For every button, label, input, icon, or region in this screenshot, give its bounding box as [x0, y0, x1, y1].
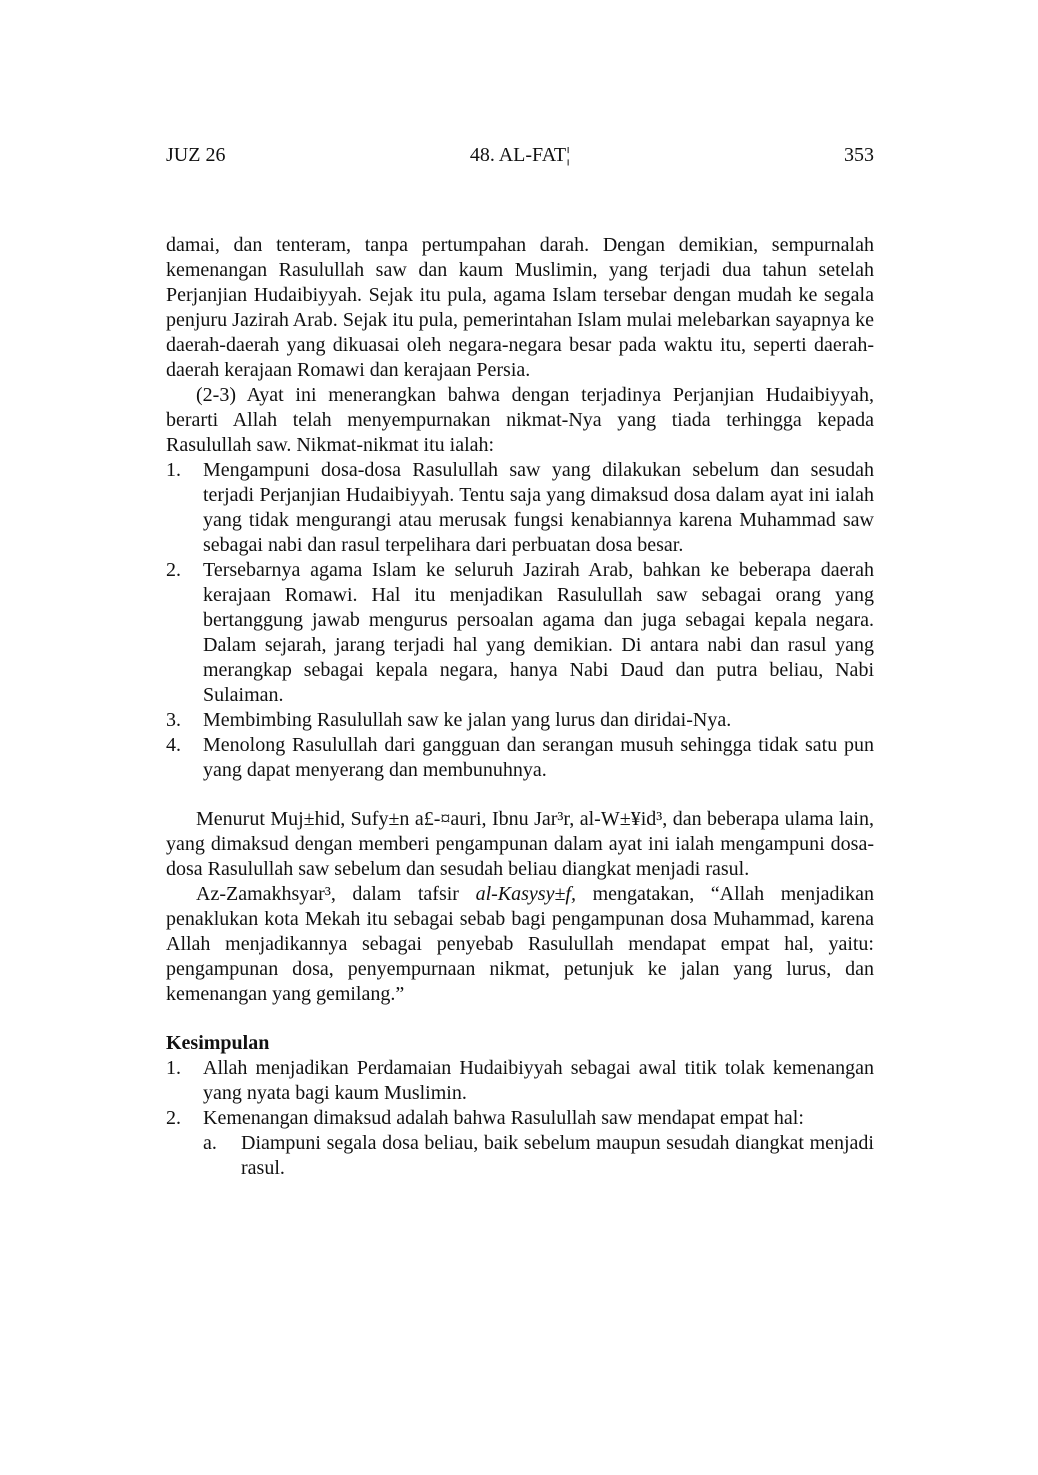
spacer	[166, 1007, 874, 1031]
list-item	[166, 1056, 874, 1106]
paragraph-mujahid: Menurut Muj±hid, Sufy±n a£-¤auri, Ibnu Jar³r, al-W±¥id³, dan beberapa ulama lain, yang dimaksud dengan memberi pengampunan dalam ayat ini ialah mengampuni dosa-dosa Rasulullah saw sebelum dan sesudah beliau diangkat menjadi rasul.	[166, 808, 874, 880]
paragraph-zamakhsyari	[166, 882, 874, 1007]
list-item	[166, 1106, 874, 1131]
list-text: Kemenangan dimaksud adalah bahwa Rasulullah saw mendapat empat hal:	[203, 1107, 804, 1129]
paragraph-intro: damai, dan tenteram, tanpa pertumpahan darah. Dengan demikian, sempurnalah kemenangan Rasulullah saw dan kaum Muslimin, yang terjadi dua tahun setelah Perjanjian Hudaibiyyah. Sejak itu pula, agama Islam tersebar dengan mudah ke segala penjuru Jazirah Arab. Sejak itu pula, pemerintahan Islam mulai melebarkan sayapnya ke daerah-daerah yang dikuasai oleh negara-negara besar pada waktu itu, seperti daerah-daerah kerajaan Romawi dan kerajaan Persia.	[166, 234, 874, 381]
page-body	[166, 233, 874, 1181]
list-text: Mengampuni dosa-dosa Rasulullah saw yang dilakukan sebelum dan sesudah terjadi Perjanjian Hudaibiyyah. Tentu saja yang dimaksud dosa dalam ayat ini ialah yang tidak mengurangi atau merusak fungsi kenabiannya karena Muhammad saw sebagai nabi dan rasul terpelihara dari perbuatan dosa besar.	[203, 459, 874, 556]
sub-list-text: Diampuni segala dosa beliau, baik sebelum maupun sesudah diangkat menjadi rasul.	[241, 1132, 874, 1179]
zamakhsyari-quote: mengatakan, “Allah menjadikan penaklukan kota Mekah itu sebagai sebab bagi pengampunan dosa Muhammad, karena Allah menjadikannya sebagai penyebab Rasulullah mendapat empat hal, yaitu: pengampunan dosa, penyempurnaan nikmat, petunjuk ke jalan yang lurus, dan kemenangan yang gemilang.”	[166, 883, 874, 1005]
sub-list-letter: a.	[203, 1132, 217, 1154]
kesimpulan-list	[166, 1056, 874, 1181]
nikmat-list	[166, 458, 874, 783]
list-item	[166, 733, 874, 783]
list-text: Tersebarnya agama Islam ke seluruh Jazirah Arab, bahkan ke beberapa daerah kerajaan Romawi. Hal itu menjadikan Rasulullah saw sebagai orang yang bertanggung jawab mengurus persoalan agama dan juga sebagai kepala negara. Dalam sejarah, jarang terjadi hal yang demikian. Di antara nabi dan rasul yang merangkap sebagai kepala negara, hanya Nabi Daud dan putra beliau, Nabi Sulaiman.	[203, 559, 874, 706]
section-heading: Kesimpulan	[166, 1032, 270, 1054]
list-item	[166, 708, 874, 733]
list-item	[166, 558, 874, 708]
paragraph-ayat: (2-3) Ayat ini menerangkan bahwa dengan terjadinya Perjanjian Hudaibiyyah, berarti Allah telah menyempurnakan nikmat-Nya yang tiada terhingga kepada Rasulullah saw. Nikmat-nikmat itu ialah:	[166, 384, 874, 456]
list-number: 4.	[166, 734, 181, 756]
list-item	[166, 458, 874, 558]
book-title: al-Kasysy±f,	[475, 883, 576, 905]
juz-label: JUZ 26	[166, 144, 226, 166]
zamakhsyari-lead: Az-Zamakhsyar³, dalam tafsir	[196, 883, 476, 905]
list-text: Membimbing Rasulullah saw ke jalan yang lurus dan diridai-Nya.	[203, 709, 732, 731]
list-number: 3.	[166, 709, 181, 731]
surah-title: 48. AL-FAT¦	[469, 144, 571, 166]
spacer	[166, 783, 874, 807]
list-number: 1.	[166, 459, 181, 481]
running-header	[166, 144, 874, 174]
sub-list-item	[166, 1131, 874, 1181]
list-text: Allah menjadikan Perdamaian Hudaibiyyah sebagai awal titik tolak kemenangan yang nyata bagi kaum Muslimin.	[203, 1057, 874, 1104]
list-number: 2.	[166, 1107, 181, 1129]
list-text: Menolong Rasulullah dari gangguan dan serangan musuh sehingga tidak satu pun yang dapat menyerang dan membunuhnya.	[203, 734, 874, 781]
page-number: 353	[844, 144, 874, 166]
list-number: 1.	[166, 1057, 181, 1079]
list-number: 2.	[166, 559, 181, 581]
